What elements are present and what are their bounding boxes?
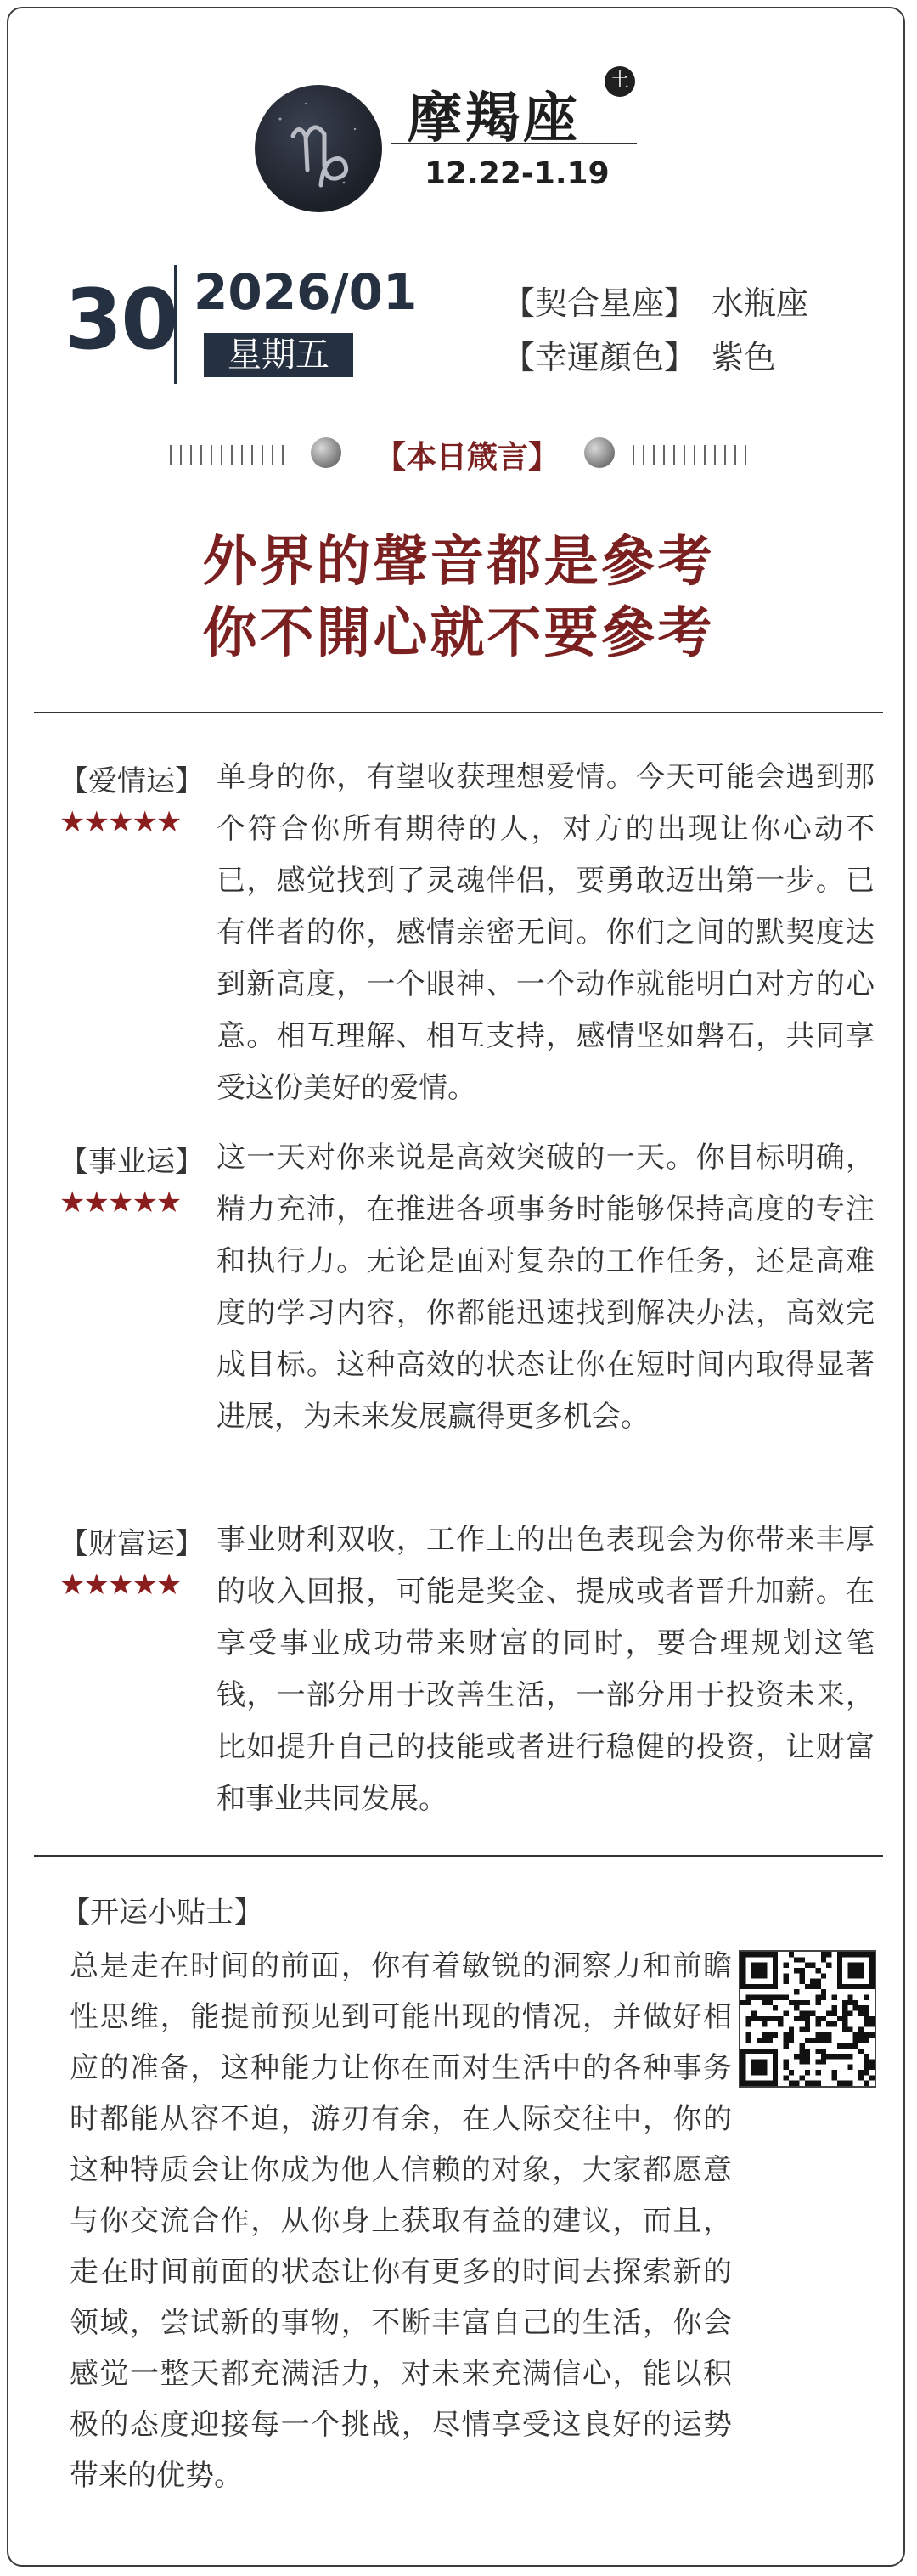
year-month: 2026/01 <box>194 263 418 321</box>
career-text: 这一天对你来说是高效突破的一天。你目标明确，精力充沛，在推进各项事务时能够保持高度的专注和执行力。无论是面对复杂的工作任务，还是高难度的学习内容，你都能迅速找到解决办法，高效完成目标。这种高效的状态让你在短时间内取得显著进展，为未来发展赢得更多机会。 <box>217 1141 875 1434</box>
motto-header <box>170 433 756 479</box>
sign-name: 摩羯座 <box>408 87 581 150</box>
moon-icon <box>311 437 341 468</box>
love-text: 单身的你，有望收获理想爱情。今天可能会遇到那个符合你所有期待的人，对方的出现让你心动不已，感觉找到了灵魂伴侣，要勇敢迈出第一步。已有伴者的你，感情亲密无间。你们之间的默契度达到新高度，一个眼神、一个动作就能明白对方的心意。相互理解、相互支持，感情坚如磐石，共同享受这份美好的爱情。 <box>217 760 875 1105</box>
tips-title: 【开运小贴士】 <box>61 1896 263 1930</box>
section-divider <box>34 1855 883 1857</box>
moon-icon <box>584 437 615 468</box>
wealth-label: 【财富运】 <box>59 1527 204 1561</box>
qr-code-icon[interactable] <box>739 1950 876 2088</box>
love-label: 【爱情运】 <box>59 764 204 798</box>
tick-decoration <box>633 445 751 465</box>
match-sign-label: 【契合星座】 <box>503 285 697 322</box>
tips-text: 总是走在时间的前面，你有着敏锐的洞察力和前瞻性思维，能提前预见到可能出现的情况，并做好相应的准备，这种能力让你在面对生活中的各种事务时都能从容不迫，游刃有余，在人际交往中，你的这种特质会让你成为他人信赖的对象，大家都愿意与你交流合作，从你身上获取有益的建议，而且，走在时间前面的状态让你有更多的时间去探索新的领域，尝试新的事物，不断丰富自己的生活，你会感觉一整天都充满活力，对未来充满信心，能以积极的态度迎接每一个挑战，尽情享受这良好的运势带来的优势。 <box>70 1949 732 2493</box>
date-divider <box>174 265 177 384</box>
career-label: 【事业运】 <box>59 1145 204 1179</box>
lucky-color-label: 【幸運顏色】 <box>503 339 697 376</box>
match-sign-value: 水瓶座 <box>712 285 809 322</box>
love-stars: ★★★★★ <box>59 805 181 839</box>
motto-line: 外界的聲音都是參考 <box>202 530 715 594</box>
title-underline <box>391 143 637 144</box>
tick-decoration <box>170 445 289 465</box>
motto-line: 你不開心就不要參考 <box>202 601 715 665</box>
wealth-stars: ★★★★★ <box>59 1568 181 1602</box>
capricorn-symbol-icon <box>255 85 382 212</box>
lucky-color-row <box>503 331 776 378</box>
wealth-text: 事业财利双收，工作上的出色表现会为你带来丰厚的收入回报，可能是奖金、提成或者晋升加薪。在享受事业成功带来财富的同时，要合理规划这笔钱，一部分用于改善生活，一部分用于投资未来，比如提升自己的技能或者进行稳健的投资，让财富和事业共同发展。 <box>217 1523 875 1816</box>
weekday-badge: 星期五 <box>204 333 353 377</box>
career-stars: ★★★★★ <box>59 1186 181 1220</box>
element-badge: 土 <box>605 66 635 97</box>
lucky-color-value: 紫色 <box>712 339 777 376</box>
date-range: 12.22-1.19 <box>425 156 610 191</box>
match-sign-row <box>503 277 808 324</box>
section-divider <box>34 712 883 713</box>
motto-title: 【本日箴言】 <box>374 439 559 475</box>
day-number: 30 <box>65 272 177 369</box>
